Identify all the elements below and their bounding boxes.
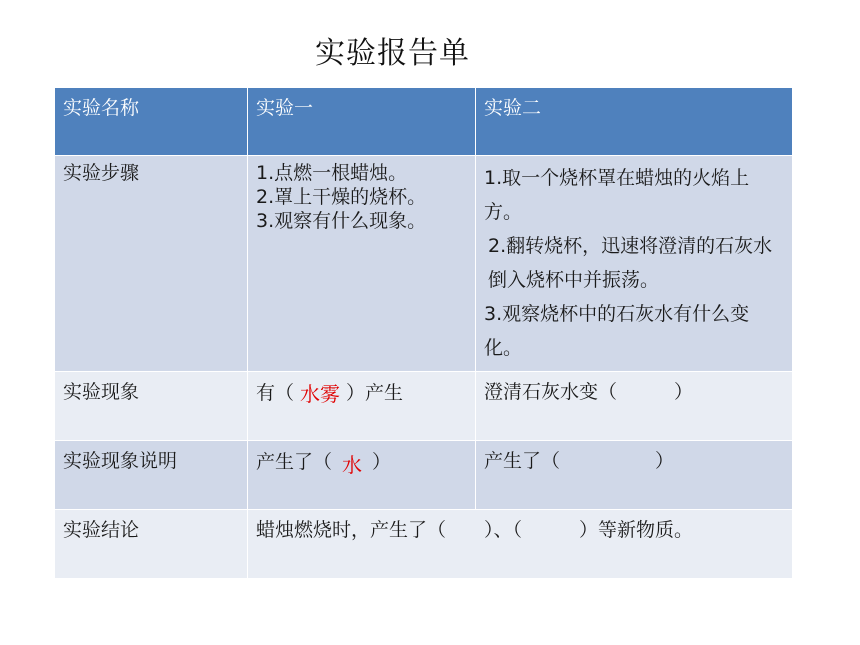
table-row-explanation — [55, 441, 793, 510]
header-experiment-1: 实验一 — [248, 88, 476, 156]
answer-water: 水 — [342, 453, 363, 477]
conclusion-text: 蜡烛燃烧时，产生了（ ）、（ ）等新物质。 — [248, 510, 793, 579]
steps-experiment-1 — [248, 156, 476, 372]
header-experiment-name: 实验名称 — [55, 88, 248, 156]
phenomenon-prefix: 有（ — [256, 382, 295, 404]
phenomenon-experiment-1 — [248, 372, 476, 441]
experiment-report-table — [54, 87, 793, 579]
explanation-suffix: ） — [372, 451, 392, 473]
phenomenon-suffix: ）产生 — [346, 382, 404, 404]
explanation-label: 实验现象说明 — [55, 441, 248, 510]
explanation-experiment-1 — [248, 441, 476, 510]
step-item: 1.取一个烧杯罩在蜡烛的火焰上方。 — [484, 167, 750, 223]
table-header-row — [55, 88, 793, 156]
table-row-steps — [55, 156, 793, 372]
step-item: 1.点燃一根蜡烛。 — [256, 162, 408, 184]
steps-experiment-2 — [476, 156, 793, 372]
explanation-experiment-2: 产生了（ ） — [476, 441, 793, 510]
header-experiment-2: 实验二 — [476, 88, 793, 156]
page-title: 实验报告单 — [315, 36, 470, 71]
step-item: 2.翻转烧杯，迅速将澄清的石灰水倒入烧杯中并振荡。 — [488, 235, 773, 291]
answer-water-mist: 水雾 — [300, 382, 341, 406]
table-row-phenomenon — [55, 372, 793, 441]
conclusion-label: 实验结论 — [55, 510, 248, 579]
step-item: 3.观察烧杯中的石灰水有什么变化。 — [484, 303, 750, 359]
explanation-prefix: 产生了（ — [256, 451, 333, 473]
phenomenon-label: 实验现象 — [55, 372, 248, 441]
steps-label: 实验步骤 — [55, 156, 248, 372]
table-row-conclusion — [55, 510, 793, 579]
step-item: 3.观察有什么现象。 — [256, 210, 427, 232]
step-item: 2.罩上干燥的烧杯。 — [256, 186, 427, 208]
phenomenon-experiment-2: 澄清石灰水变（ ） — [476, 372, 793, 441]
